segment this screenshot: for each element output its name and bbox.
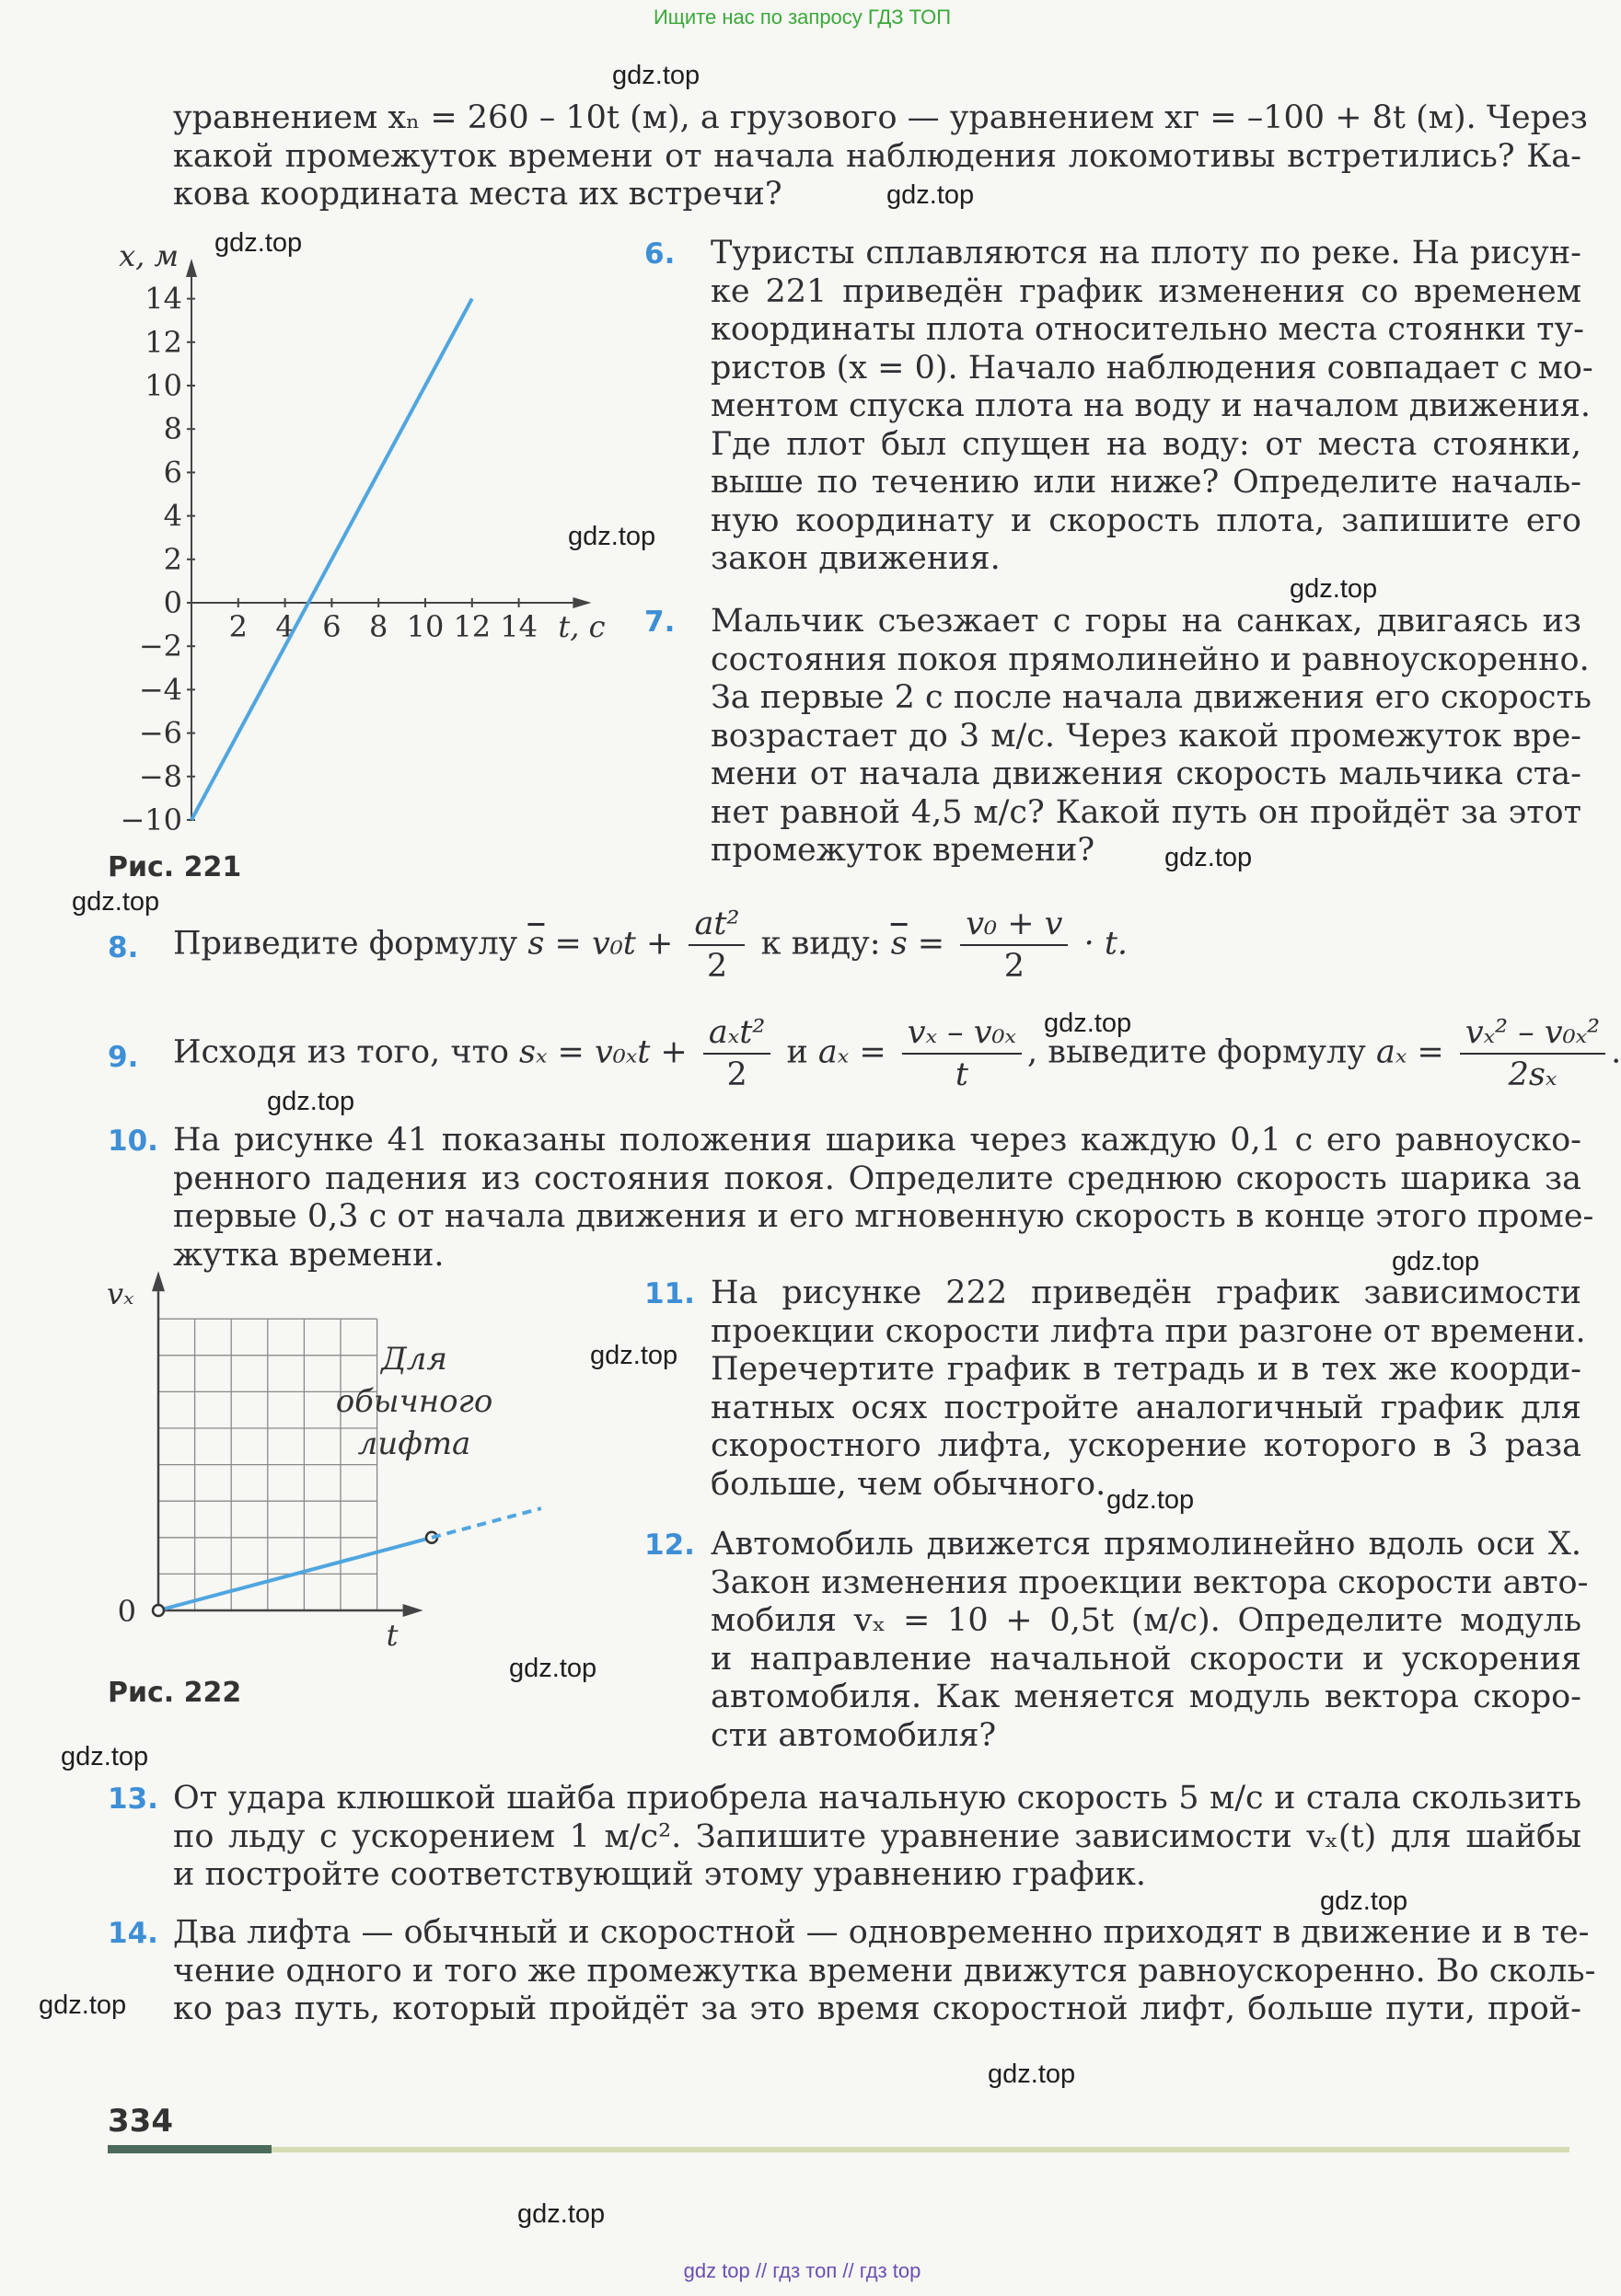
problem-11-line: натных осях постройте аналогичный график для [711,1389,1581,1426]
problem-8-f2-fraction [960,904,1068,986]
y-tick-label: 14 [145,281,182,317]
problem-8-middle: к виду: [760,925,881,963]
problem-12-line: Закон изменения проекции вектора скорости авто- [711,1563,1589,1601]
figure-222-plot [107,1271,541,1653]
problem-7-line: нет равной 4,5 м/с? Какой путь он пройдёт за этот [711,793,1581,831]
problem-11-number: 11. [644,1277,695,1310]
y-axis-arrow [186,259,197,277]
origin-label: 0 [117,1594,136,1629]
problem-12-number: 12. [644,1529,695,1562]
problem-10-number: 10. [108,1125,158,1158]
x-axis-label: t [386,1618,399,1653]
problem-10-line: жутка времени. [173,1236,445,1274]
x-tick-label: 8 [369,609,388,644]
problem-9-f2-fraction [902,1012,1022,1095]
watermark: gdz.top [590,1341,678,1370]
problem-14-line: Два лифта — обычный и скоростной — одновременно приходят в движение и в те- [173,1914,1590,1951]
problem-11-line: Перечертите график в тетрадь и в тех же коорди- [711,1351,1581,1388]
problem-6-number: 6. [644,237,676,271]
problem-8-lead: Приведите формулу [173,925,518,963]
problem-9-lead: Исходя из того, что [173,1033,509,1071]
problem-9-text [173,1012,1621,1095]
figure-221-chart [92,235,608,860]
series-start-point [153,1605,164,1616]
problem-8-f1-num: at² [689,904,745,946]
problem-6-line: ную координату и скорость плота, запишите его [711,502,1581,539]
problem-7-line: возрастает до 3 м/с. Через какой промежуток вре- [711,717,1581,755]
x-tick-label: 6 [322,609,342,644]
problem-8-text [173,904,1128,986]
problem-14-number: 14. [108,1917,158,1950]
problem-12-line: и направление начальной скорости и ускорения [711,1640,1581,1678]
x-axis-arrow [403,1604,423,1617]
watermark: gdz.top [61,1742,149,1771]
problem-9-f2-lhs: aₓ = [817,1033,886,1071]
problem-9-and: и [786,1033,808,1071]
problem-14-line: ко раз путь, который пройдёт за это время скоростной лифт, больше пути, прой- [173,1990,1581,2027]
x-tick-label: 14 [500,609,538,644]
problem-14-text [173,1914,1596,2029]
problem-11-line: больше, чем обычного. [711,1465,1106,1503]
problem-12-line: мобиля vₓ = 10 + 0,5t (м/с). Определите модуль [711,1602,1581,1639]
y-axis-arrow [152,1271,165,1291]
problem-6-line: ментом спуска плота на воду и началом движения. [711,387,1592,424]
problem-13-line: по льду с ускорением 1 м/с². Запишите уравнение зависимости vₓ(t) для шайбы [173,1817,1581,1855]
problem-10-line: первые 0,3 с от начала движения и его мгновенную скорость в конце этого проме- [173,1198,1594,1235]
figure-222-caption: Рис. 222 [108,1677,242,1709]
watermark: gdz.top [1290,574,1378,604]
x-tick-label: 12 [453,609,492,644]
problem-8-f1-lhs: $\overline{s}$ [527,925,545,963]
watermark: gdz.top [612,61,701,90]
watermark: gdz.top [267,1087,355,1116]
problem-12-line: сти автомобиля? [711,1716,997,1754]
problem-9-f3-num: vₓ² – v₀ₓ² [1460,1012,1605,1055]
watermark: gdz.top [1392,1247,1480,1276]
problem-7-text [711,603,1592,871]
problem-14-line: чение одного и того же промежутка времени движутся равноускоренно. Во сколь- [173,1952,1596,1990]
problem-8-f1-den: 2 [706,948,728,985]
x-tick-label: 4 [275,609,295,644]
problem-12-text [711,1526,1589,1755]
figure-222-chart [92,1276,608,1670]
series-line [191,299,472,820]
search-hint-link[interactable]: Ищите нас по запросу ГДЗ ТОП [653,6,952,29]
problem-11-line: скоростного лифта, ускорение которого в 3 раза [711,1427,1581,1464]
problem-9-f3-fraction [1460,1012,1605,1095]
problem-6-line: ке 221 приведён график изменения со временем [711,272,1581,310]
problem-6-line: закон движения. [711,540,1001,577]
problem-8-f1-eq: = [554,925,582,963]
y-axis-label: vₓ [107,1276,134,1311]
watermark: gdz.top [988,2059,1076,2089]
problem-7-line: За первые 2 с после начала движения его скорость [711,679,1592,716]
problem-9-number: 9. [108,1041,139,1074]
footer-rule [272,2147,1569,2152]
problem-10-line: ренного падения из состояния покоя. Определите среднюю скорость шарика за [173,1160,1581,1197]
problem-9-f2-den: t [955,1056,968,1093]
problem-13-text [173,1780,1581,1895]
watermark: gdz.top [1044,1009,1132,1038]
watermark: gdz.top [509,1654,597,1683]
footer-rule-accent [108,2145,272,2153]
series-extension-dashed [432,1508,541,1538]
y-tick-label: 6 [163,455,182,490]
problem-12-line: Автомобиль движется прямолинейно вдоль оси X. [711,1526,1581,1563]
problem-9-f1-num: aₓt² [703,1012,770,1055]
problem-9-f1-den: 2 [726,1056,747,1093]
problem-7-line: мени от начала движения скорость мальчика ста- [711,756,1581,792]
y-tick-label: −2 [138,629,182,664]
problem-9-derive: , выведите формулу [1026,1033,1366,1071]
problem-6-line: выше по течению или ниже? Определите началь- [711,464,1581,501]
watermark: gdz.top [39,1990,127,2020]
watermark: gdz.top [568,522,656,551]
problem-13-line: и постройте соответствующий этому уравнению график. [173,1856,1146,1893]
problem-6-line: ристов (x = 0). Начало наблюдения совпадает с мо- [711,349,1593,387]
y-axis-label: x, м [119,238,179,273]
watermark: gdz.top [1164,843,1253,872]
x-axis-label: t, с [558,609,606,644]
y-tick-label: 8 [163,411,182,447]
problem-8-f2-num: v₀ + v [960,904,1068,946]
y-tick-label: −10 [120,802,182,837]
problem-7-line: промежуток времени? [711,832,1095,869]
problem-7-line: Мальчик съезжает с горы на санках, двигаясь из [711,603,1581,640]
problem-8-f1-fraction [689,904,745,986]
problem-7-number: 7. [644,606,676,639]
x-tick-label: 10 [406,609,445,644]
problem-11-line: проекции скорости лифта при разгоне от времени. [711,1312,1586,1350]
y-tick-label: −4 [138,672,182,708]
problem-9-tail: . [1611,1033,1621,1071]
problem-6-line: координаты плота относительно места стоянки ту- [711,311,1584,348]
watermark: gdz.top [72,887,160,917]
x-axis-arrow [573,597,591,608]
problem-8-number: 8. [108,931,139,964]
problem-6-text [711,235,1593,579]
problem-8-f2-tail: · t. [1083,925,1129,963]
problem-9-f3-den: 2sₓ [1508,1056,1557,1093]
annotation-line: Для [381,1341,447,1378]
watermark: gdz.top [1320,1886,1408,1916]
y-tick-label: 2 [163,541,182,577]
intro-line: уравнением xₙ = 260 – 10t (м), а грузового — уравнением xг = –100 + 8t (м). Через [173,99,1588,136]
watermark: gdz.top [886,180,975,210]
problem-13-number: 13. [108,1783,158,1816]
problem-6-line: Туристы сплавляются на плоту по реке. На рисун- [711,235,1581,271]
intro-line: кова координата места их встречи? [173,176,782,213]
problem-8-f1-term: v₀t + [592,925,674,963]
problem-9-f2-num: vₓ – v₀ₓ [902,1012,1022,1055]
problem-9-f1-lhs: sₓ = v₀ₓt + [519,1033,688,1071]
problem-8-f2-eq: = [917,925,945,963]
intro-paragraph [173,99,1588,214]
problem-10-line: На рисунке 41 показаны положения шарика через каждую 0,1 с его равноуско- [173,1122,1581,1159]
problem-8-f2-den: 2 [1003,948,1025,985]
watermark: gdz.top [214,228,303,258]
y-tick-label: −8 [138,758,182,794]
watermark: gdz.top [517,2199,606,2229]
page-number: 334 [108,2103,173,2140]
y-tick-label: 10 [145,368,182,403]
figure-221-plot [119,238,606,837]
problem-9-f3-lhs: aₓ = [1375,1033,1444,1071]
watermark: gdz.top [1106,1485,1195,1515]
y-tick-label: 4 [163,498,182,534]
y-tick-label: 0 [163,585,182,620]
problem-6-line: Где плот был спущен на воду: от места стоянки, [711,425,1581,463]
annotation-line: лифта [357,1425,471,1462]
problem-8-f2-lhs: $\overline{s}$ [890,925,908,963]
problem-11-text [711,1275,1586,1504]
problem-12-line: автомобиля. Как меняется модуль вектора скоро- [711,1679,1581,1715]
problem-7-line: состояния покоя прямолинейно и равноускоренно. [711,640,1590,678]
problem-9-f1-fraction [703,1012,770,1095]
problem-11-line: На рисунке 222 приведён график зависимости [711,1275,1581,1311]
x-tick-label: 2 [228,609,248,644]
problem-13-line: От удара клюшкой шайба приобрела начальную скорость 5 м/с и стала скользить [173,1780,1581,1817]
footer-links[interactable]: gdz top // гдз топ // гдз top [683,2259,921,2282]
annotation-line: обычного [335,1383,493,1420]
intro-line: какой промежуток времени от начала наблюдения локомотивы встретились? Ка- [173,137,1581,175]
y-tick-label: 12 [145,324,182,360]
figure-221-caption: Рис. 221 [108,851,242,883]
y-tick-label: −6 [138,715,182,751]
problem-10-text [173,1122,1594,1275]
